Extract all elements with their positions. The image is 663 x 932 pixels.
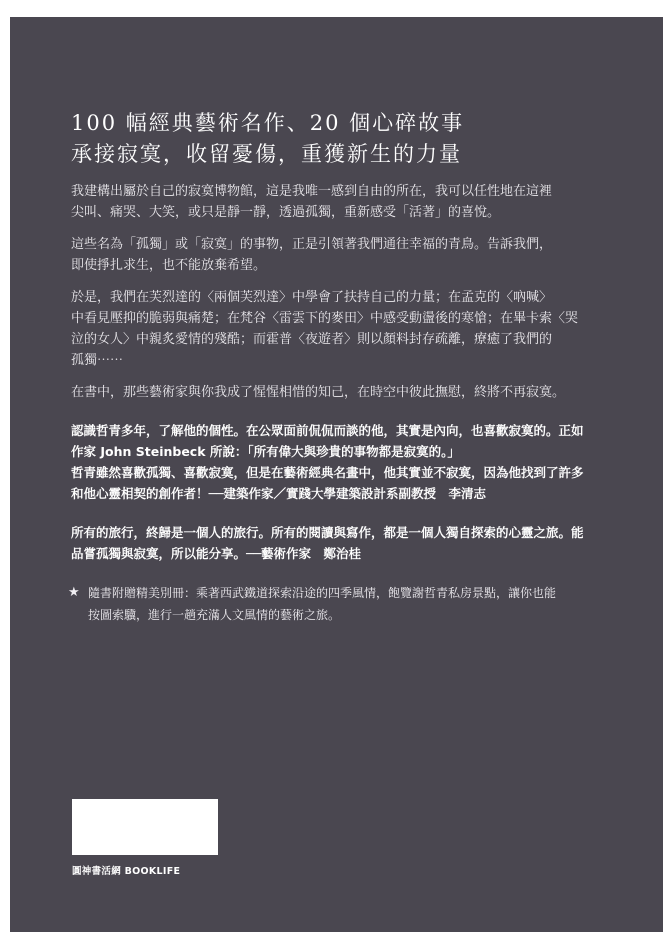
publisher-logo: 圓神書活網 BOOKLIFE bbox=[72, 866, 181, 877]
star-icon: ★ bbox=[68, 585, 80, 600]
blurb-paragraph-3 bbox=[71, 287, 631, 371]
text-line: 中看見壓抑的脆弱與痛楚；在梵谷〈雷雲下的麥田〉中感受動盪後的寒愴；在畢卡索〈哭 bbox=[71, 311, 579, 326]
text-line: 尖叫、痛哭、大笑，或只是靜一靜，透過孤獨，重新感受「活著」的喜悅。 bbox=[71, 205, 501, 220]
text-line: 即使掙扎求生，也不能放棄希望。 bbox=[71, 258, 267, 273]
text-line: 於是，我們在芙烈達的〈兩個芙烈達〉中學會了扶持自己的力量；在孟克的〈吶喊〉 bbox=[71, 290, 553, 305]
quote-line: 認識哲青多年，了解他的個性。在公眾面前侃侃而談的他，其實是內向，也喜歡寂寞的。正如 bbox=[71, 423, 584, 438]
blurb-paragraph-1 bbox=[71, 181, 631, 223]
bonus-booklet-note bbox=[68, 582, 631, 626]
headline-line-2: 承接寂寞，收留憂傷，重獲新生的力量 bbox=[71, 142, 462, 166]
text-line: 孤獨⋯⋯ bbox=[71, 353, 124, 368]
endorsement-zheng-zhigui bbox=[71, 522, 631, 564]
blurb-paragraph-2 bbox=[71, 234, 631, 276]
quote-line: 作家 John Steinbeck 所說：「所有偉大與珍貴的事物都是寂寞的。」 bbox=[71, 444, 460, 459]
quote-line: 品嘗孤獨與寂寞，所以能分享。──藝術作家 鄭治桂 bbox=[71, 546, 362, 561]
quote-line: 和他心靈相契的創作者！──建築作家／實踐大學建築設計系副教授 李清志 bbox=[71, 486, 487, 501]
headline-line-1: 100 幅經典藝術名作、20 個心碎故事 bbox=[71, 111, 465, 135]
text-line: 我建構出屬於自己的寂寞博物館，這是我唯一感到自由的所在，我可以任性地在這裡 bbox=[71, 184, 553, 199]
barcode-box bbox=[72, 799, 218, 855]
blurb-paragraph-4 bbox=[71, 382, 631, 403]
back-cover bbox=[10, 17, 663, 932]
quote-line: 哲青雖然喜歡孤獨、喜歡寂寞，但是在藝術經典名畫中，他其實並不寂寞，因為他找到了許多 bbox=[71, 465, 584, 480]
text-line: 在書中，那些藝術家與你我成了惺惺相惜的知己，在時空中彼此撫慰，終將不再寂寞。 bbox=[71, 385, 566, 400]
text-line: 泣的女人〉中親炙愛情的殘酷；而霍普〈夜遊者〉則以顏料封存疏離，療癒了我們的 bbox=[71, 332, 553, 347]
text-line: 這些名為「孤獨」或「寂寞」的事物，正是引領著我們通往幸福的青鳥。告訴我們， bbox=[71, 237, 553, 252]
note-line: 按圖索驥，進行一趟充滿人文風情的藝術之旅。 bbox=[88, 608, 341, 622]
headline bbox=[71, 108, 631, 170]
blurb bbox=[68, 181, 631, 626]
note-line: 隨書附贈精美別冊：乘著西武鐵道探索沿途的四季風情，飽覽謝哲青私房景點，讓你也能 bbox=[88, 586, 557, 600]
endorsement-li-qingzhi bbox=[71, 420, 631, 504]
quote-line: 所有的旅行，終歸是一個人的旅行。所有的閱讀與寫作，都是一個人獨自探索的心靈之旅。能 bbox=[71, 525, 584, 540]
